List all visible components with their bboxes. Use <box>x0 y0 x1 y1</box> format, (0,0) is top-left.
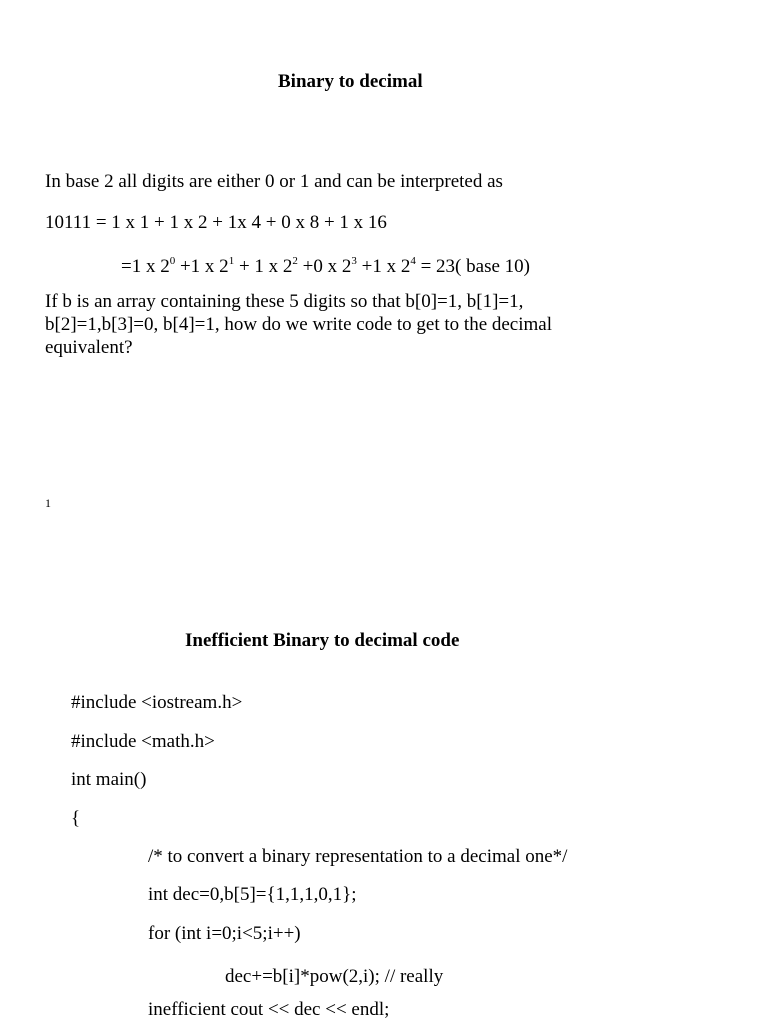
power-exp-4: 3 <box>351 255 357 267</box>
question-line: If b is an array containing these 5 digits so that b[0]=1, b[1]=1, <box>45 291 524 312</box>
code-line-accumulate: dec+=b[i]*pow(2,i); // really <box>225 966 444 987</box>
code-line-comment: /* to convert a binary representation to a decimal one*/ <box>148 846 568 867</box>
power-term-5: +1 x 2 <box>356 256 411 277</box>
binary-expansion: 10111 = 1 x 1 + 1 x 2 + 1x 4 + 0 x 8 + 1 x 16 <box>45 212 387 233</box>
code-line-for-loop: for (int i=0;i<5;i++) <box>148 923 301 944</box>
question-paragraph <box>45 290 552 359</box>
code-line-main: int main() <box>71 769 147 790</box>
power-result: = 23( base 10) <box>415 256 530 277</box>
code-line-include-iostream: #include <iostream.h> <box>71 692 243 713</box>
intro-text: In base 2 all digits are either 0 or 1 and can be interpreted as <box>45 171 503 192</box>
question-line: b[2]=1,b[3]=0, b[4]=1, how do we write code to get to the decimal <box>45 314 553 335</box>
power-term-4: +0 x 2 <box>297 256 352 277</box>
code-line-open-brace: { <box>71 808 81 829</box>
power-exp-5: 4 <box>410 255 416 267</box>
page-number: 1 <box>45 496 51 510</box>
power-term-3: + 1 x 2 <box>234 256 293 277</box>
slide1-title: Binary to decimal <box>278 71 423 92</box>
code-line-include-math: #include <math.h> <box>71 731 215 752</box>
code-line-output: inefficient cout << dec << endl; <box>148 999 390 1020</box>
question-line: equivalent? <box>45 337 133 358</box>
slide2-title: Inefficient Binary to decimal code <box>185 630 460 651</box>
code-line-declaration: int dec=0,b[5]={1,1,1,0,1}; <box>148 884 357 905</box>
power-exp-3: 2 <box>292 255 298 267</box>
power-exp-1: 0 <box>169 255 176 267</box>
powers-expansion <box>121 255 530 281</box>
power-exp-2: 1 <box>228 255 235 267</box>
power-term-1: =1 x 2 <box>121 256 170 277</box>
power-term-2: +1 x 2 <box>175 256 229 277</box>
